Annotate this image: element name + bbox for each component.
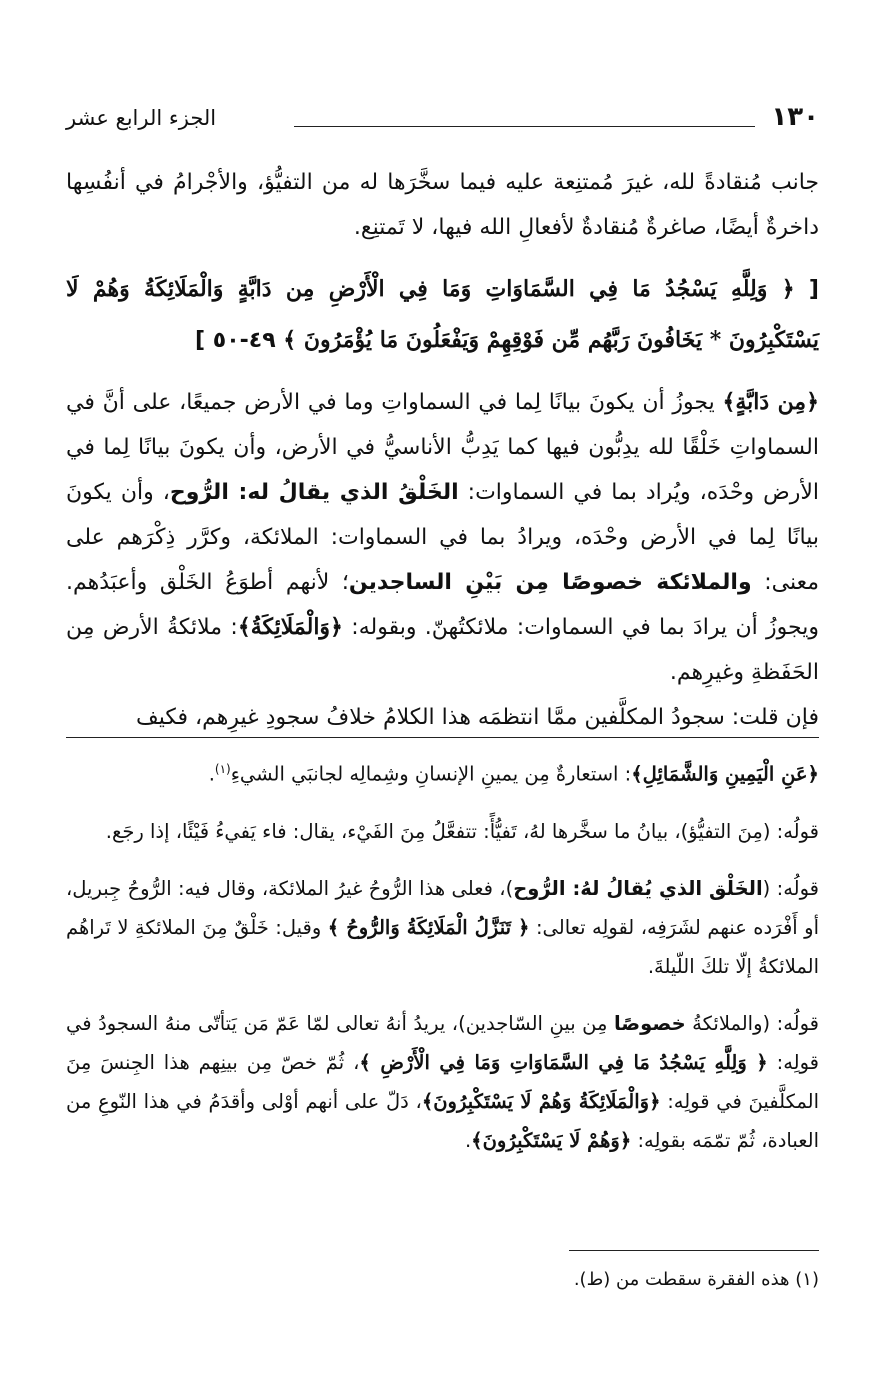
quran-verse-block: [66, 264, 819, 366]
bold-phrase: والملائكة خصوصًا مِن بَيْنِ الساجدين: [348, 570, 752, 595]
text-run: : استعارةٌ مِن يمينِ الإنسانِ وشِمالِه لجانبَي الشيءِ: [230, 762, 632, 786]
text-run: فإن قلت: سجودُ المكلَّفين ممَّا انتظمَه هذا الكلامُ خلافُ سجودِ غيرِهم، فكيف: [135, 705, 819, 730]
text-run: يجوزُ أن يكونَ بيانًا لِما في السماواتِ وما في الأرض جميعًا، على أنَّ في السماواتِ خَلْقًا لله يدِبُّون فيها كما يَدِبُّ الأناسيُّ في الأرض، وأن يكونَ بيانًا لِما في الأرض وحْدَه، ويُراد بما في السماوات:: [66, 390, 819, 505]
verse-bracket-close: ]: [195, 328, 206, 353]
commentary-paragraph-1: [66, 750, 819, 794]
verse-bracket-open: [: [808, 277, 819, 302]
quran-quote: ﴿وَالْمَلَائِكَةُ﴾: [237, 614, 343, 640]
page-header: [66, 100, 819, 140]
footnote-separator: [569, 1250, 819, 1251]
text-run: قولُه: (والملائكةُ: [685, 1011, 819, 1035]
running-title: الجزء الرابع عشر: [66, 106, 217, 130]
footnote-marker[interactable]: (١): [214, 762, 231, 776]
text-run: ؛ لأنهم أطوَعُ الخَلْق وأعبَدُهم. ويجوزُ أن يرادَ بما في السماوات: ملائكتُهنّ. وبقوله:: [66, 570, 819, 640]
quran-quote: ﴿وَهُمْ لَا يَسْتَكْبِرُونَ﴾: [471, 1128, 632, 1152]
text-run: ، ثُمّ خصّ مِن بينِهم هذا الجِنسَ مِنَ المكلَّفينَ في قولِه:: [66, 1050, 819, 1113]
text-run: مِن بينِ السّاجدين)، يريدُ أنهُ تعالى لمّا عَمّ مَن يَتأتّى منهُ السجودُ في قولِه:: [66, 1011, 820, 1074]
main-text: [66, 160, 819, 740]
text-run: وقيل: خَلْقٌ مِنَ الملائكةِ لا تَراهُم الملائكةُ إلّا تلكَ اللّيلةَ.: [66, 915, 819, 978]
commentary-paragraph-3: [66, 869, 819, 986]
commentary-paragraph-2: قولُه: (مِنَ التفيُّؤ)، بيانُ ما سخَّرها لهُ، تَفيُّأً: تتفعَّلُ مِنَ الفَيْء، يقال: فاء يَفيءُ فَيْئًا، إذا رجَع.: [105, 819, 819, 843]
quran-quote: ﴿ تَنَزَّلُ الْمَلَائِكَةُ وَالرُّوحُ ﴾: [327, 915, 530, 939]
bold-phrase: خصوصًا: [613, 1011, 686, 1035]
text-run: : ملائكةُ الأرض مِن الحَفَظةِ وغيرِهم.: [66, 615, 819, 685]
commentary-section: [66, 750, 819, 1178]
commentary-paragraph-4: [66, 1004, 819, 1160]
quran-quote: ﴿عَنِ الْيَمِينِ وَالشَّمَائِلِ﴾: [631, 762, 819, 786]
footnote-text: هذه الفقرة سقطت من (ط).: [573, 1269, 796, 1290]
bold-phrase: الخَلْقُ الذي يقالُ له: الرُّوح: [169, 480, 459, 505]
footnote-number: (١): [795, 1269, 819, 1290]
text-run: .: [208, 762, 215, 786]
text-run: قولُه: (: [762, 876, 819, 900]
text-run: .: [464, 1128, 472, 1152]
main-paragraph-1: جانب مُنقادةً لله، غيرَ مُمتنِعة عليه فيما سخَّرَها له من التفيُّؤ، والأجْرامُ في أنفُسِها داخرةٌ أيضًا، صاغرةٌ مُنقادةٌ لأفعالِ الله فيها، لا تَمتنِع.: [66, 170, 819, 240]
quran-quote: ﴿ وَلِلَّهِ يَسْجُدُ مَا فِي السَّمَاوَاتِ وَمَا فِي الْأَرْضِ ﴾: [359, 1050, 768, 1074]
quran-quote: ﴿وَالْمَلَائِكَةُ وَهُمْ لَا يَسْتَكْبِرُونَ﴾: [421, 1089, 661, 1113]
page-number: ١٣٠: [771, 102, 819, 132]
header-rule: [294, 126, 755, 127]
quran-verse: ﴿ وَلِلَّهِ يَسْجُدُ مَا فِي السَّمَاوَاتِ وَمَا فِي الْأَرْضِ مِن دَابَّةٍ وَالْمَلَائِكَةُ وَهُمْ لَا يَسْتَكْبِرُونَ * يَخَافُونَ رَبَّهُم مِّن فَوْقِهِمْ وَيَفْعَلُونَ مَا يُؤْمَرُونَ ﴾: [66, 276, 819, 353]
quran-quote: ﴿مِن دَابَّةٍ﴾: [722, 389, 819, 415]
main-paragraph-2: [66, 380, 819, 740]
text-run: ، وأن يكونَ بيانًا لِما في الأرض وحْدَه، ويرادُ بما في السماوات: الملائكة، وكرَّر ذِكْرَهم على معنى:: [66, 480, 820, 595]
bold-phrase: الخَلْق الذي يُقالُ لهُ: الرُّوح: [513, 876, 763, 900]
text-run: )، فعلى هذا الرُّوحُ غيرُ الملائكة، وقال فيه: الرُّوحُ جِبريل، أو أَفْرَده عنهم لشَرَفِه، لقولِه تعالى:: [66, 876, 819, 939]
verse-reference: ٤٩-٥٠: [212, 328, 276, 353]
text-run: ، دَلّ على أنهم أوْلى وأقدَمُ في هذا النّوعِ من العبادة، ثُمّ تمّمَه بقولِه:: [66, 1089, 819, 1152]
commentary-separator: [66, 737, 819, 738]
footnote: [574, 1266, 819, 1294]
